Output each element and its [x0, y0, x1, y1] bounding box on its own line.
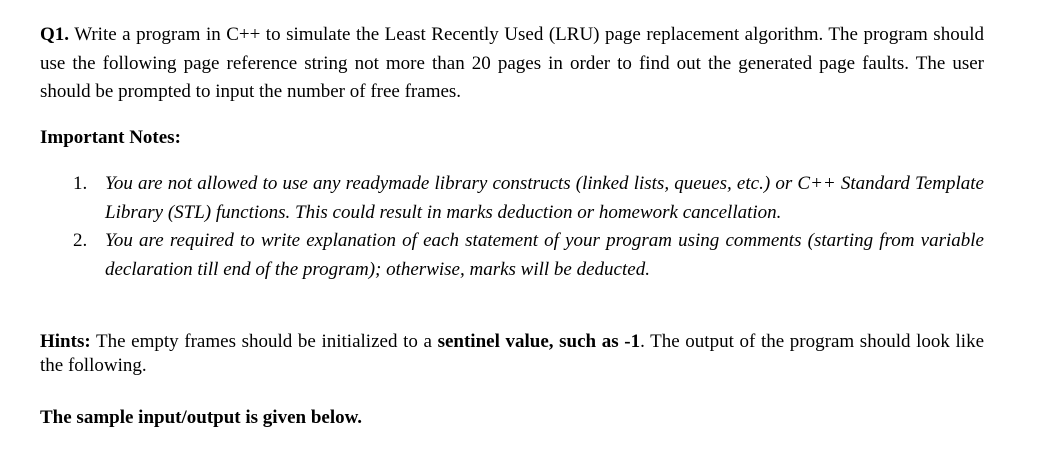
note-number: 2.: [73, 230, 88, 251]
important-notes-list: [40, 170, 984, 284]
important-notes-heading: Important Notes:: [40, 127, 181, 148]
sample-io-line: The sample input/output is given below.: [40, 407, 363, 428]
question-text: Write a program in C++ to simulate the Least Recently Used (LRU) page replacement algorithm. The program should use the following page reference string not more than 20 pages in order to find out the generated page faults. The user should be prompted to input the number of free frames.: [40, 24, 984, 102]
note-text: You are required to write explanation of each statement of your program using comments (starting from variable declaration till end of the program); otherwise, marks will be deducted.: [105, 230, 984, 280]
question-paragraph: [40, 21, 984, 107]
hints-bold-phrase: sentinel value, such as -1: [437, 331, 641, 352]
note-text: You are not allowed to use any readymade library constructs (linked lists, queues, etc.) or C++ Standard Template Library (STL) functions. This could result in marks deduction or homework cancellation.: [105, 173, 984, 223]
question-label: Q1.: [40, 24, 70, 45]
hints-text-before: The empty frames should be initialized to a: [90, 331, 438, 352]
hints-label: Hints:: [40, 331, 91, 352]
hints-text-after: . The output of the program should look like the following.: [40, 331, 985, 376]
note-item-1: [40, 170, 984, 227]
hints-paragraph: [40, 330, 984, 378]
note-item-2: [40, 227, 984, 284]
note-number: 1.: [73, 173, 88, 194]
